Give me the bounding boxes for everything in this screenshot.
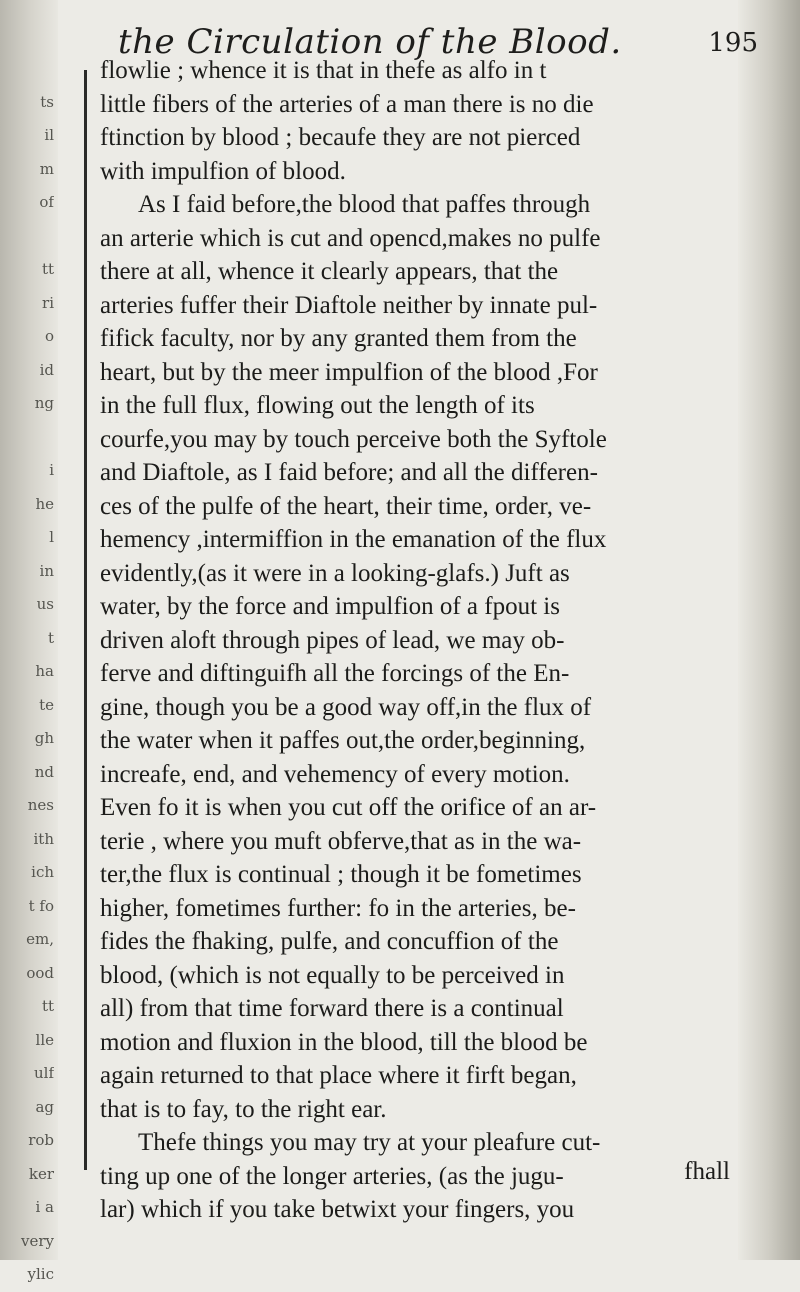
margin-fragment: of	[39, 193, 54, 211]
text-line: motion and fluxion in the blood, till the blood be	[100, 1028, 588, 1056]
text-line: all) from that time forward there is a continual	[100, 995, 564, 1022]
margin-fragment: nes	[27, 796, 54, 814]
margin-fragment: t	[47, 628, 54, 647]
margin-fragment: ith	[33, 829, 54, 848]
page-number: 195	[708, 28, 758, 58]
text-line: hemency ,intermiffion in the emanation of the flux	[100, 526, 607, 553]
text-line: evidently,(as it were in a looking-glafs.) Juft as	[100, 559, 570, 587]
margin-fragments	[0, 52, 60, 1292]
margin-fragment: gh	[34, 729, 54, 747]
catchword: fhall	[684, 1158, 730, 1185]
margin-fragment: ag	[35, 1097, 54, 1116]
margin-fragment: m	[39, 159, 54, 178]
margin-fragment: us	[36, 595, 54, 613]
text-line: courfe,you may by touch perceive both the Syftole	[100, 425, 607, 453]
margin-fragment: nd	[34, 762, 54, 781]
margin-fragment: in	[39, 561, 54, 580]
margin-fragment	[0, 52, 54, 86]
margin-fragment: lle	[35, 1030, 54, 1049]
text-line: blood, (which is not equally to be perceived in	[100, 961, 565, 989]
margin-fragment: ulf	[33, 1064, 54, 1082]
text-line: and Diaftole, as I faid before; and all the differen-	[100, 459, 598, 486]
text-line: ces of the pulfe of the heart, their time, order, ve-	[100, 492, 592, 520]
margin-fragment: i	[49, 461, 54, 479]
margin-fragment: ker	[28, 1164, 54, 1183]
text-line: ferve and diftinguifh all the forcings of the En-	[100, 660, 570, 687]
margin-fragment	[0, 220, 54, 254]
text-line: there at all, whence it clearly appears, that the	[100, 258, 559, 285]
running-head: the Circulation of the Blood.	[118, 22, 622, 62]
margin-fragment: he	[35, 494, 54, 513]
text-line: As I faid before,the blood that paffes through	[138, 191, 591, 218]
text-line: water, by the force and impulfion of a fpout is	[100, 593, 560, 620]
text-line: heart, but by the meer impulfion of the blood ,For	[100, 358, 598, 386]
text-line: in the full flux, flowing out the length of its	[100, 392, 535, 419]
text-line: ftinction by blood ; becaufe they are not pierced	[100, 124, 581, 151]
text-line: little fibers of the arteries of a man there is no die	[100, 90, 594, 118]
text-line: fifick faculty, nor by any granted them from the	[100, 325, 577, 352]
margin-fragment: ha	[35, 662, 54, 680]
text-line: the water when it paffes out,the order,beginning,	[100, 727, 586, 754]
text-line: ter,the flux is continual ; though it be fometimes	[100, 861, 582, 888]
margin-fragment: ri	[42, 293, 54, 312]
margin-fragment: te	[39, 695, 54, 714]
body-text	[100, 54, 760, 1227]
text-line: higher, fometimes further: fo in the arteries, be-	[100, 894, 576, 922]
text-line: increafe, end, and vehemency of every motion.	[100, 760, 570, 788]
text-line: fides the fhaking, pulfe, and concuffion of the	[100, 928, 559, 955]
margin-fragment: em,	[26, 930, 54, 948]
text-line: gine, though you be a good way off,in the flux of	[100, 693, 592, 721]
margin-fragment: ng	[34, 394, 54, 412]
margin-fragment: tt	[41, 997, 54, 1015]
text-line: with impulfion of blood.	[100, 157, 346, 185]
margin-fragment: il	[44, 126, 54, 144]
margin-fragment: i a	[35, 1198, 54, 1216]
text-line: driven aloft through pipes of lead, we may ob-	[100, 626, 565, 654]
text-line: again returned to that place where it firft began,	[100, 1062, 577, 1089]
margin-fragment: rob	[28, 1131, 54, 1149]
margin-fragment: l	[49, 528, 54, 546]
binding-gutter	[84, 70, 87, 1170]
margin-fragment: tt	[41, 260, 54, 278]
text-line: that is to fay, to the right ear.	[100, 1095, 387, 1123]
margin-fragment: very	[21, 1231, 54, 1250]
text-line: arteries fuffer their Diaftole neither by innate pul-	[100, 291, 598, 319]
margin-fragment: ylic	[27, 1265, 54, 1283]
text-line: Thefe things you may try at your pleafure cut-	[138, 1129, 601, 1156]
margin-fragment: id	[39, 360, 54, 379]
text-line: lar) which if you take betwixt your fingers, you	[100, 1196, 575, 1223]
margin-fragment: o	[44, 327, 54, 345]
text-line: ting up one of the longer arteries, (as the jugu-	[100, 1162, 564, 1190]
text-line: flowlie ; whence it is that in thefe as alfo in t	[100, 57, 547, 84]
margin-fragment: ts	[40, 92, 54, 111]
margin-fragment	[0, 421, 54, 455]
margin-fragment: t fo	[28, 896, 54, 915]
text-line: terie , where you muft obferve,that as in the wa-	[100, 827, 582, 855]
margin-fragment: ood	[26, 963, 54, 982]
margin-fragment: ich	[31, 863, 54, 881]
text-line: an arterie which is cut and opencd,makes no pulfe	[100, 224, 601, 252]
text-line: Even fo it is when you cut off the orifice of an ar-	[100, 794, 597, 821]
